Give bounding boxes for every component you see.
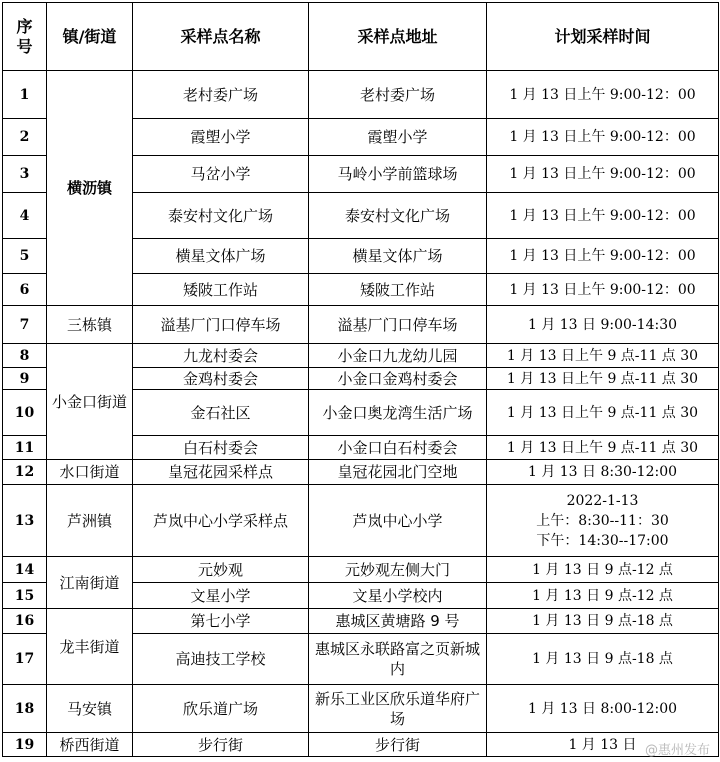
row-number: 11 (3, 436, 47, 460)
site-address: 马岭小学前篮球场 (309, 156, 487, 193)
table-row (3, 306, 719, 344)
table-row (3, 609, 719, 634)
site-address: 步行街 (309, 733, 487, 757)
table-row (3, 344, 719, 368)
sampling-time: 1 月 13 日上午 9:00-12：00 (487, 71, 719, 119)
site-address: 芦岚中心小学 (309, 485, 487, 557)
table-row (3, 71, 719, 119)
site-address: 小金口九龙幼儿园 (309, 344, 487, 368)
row-number: 18 (3, 685, 47, 733)
row-number: 10 (3, 390, 47, 436)
table-row (3, 733, 719, 757)
site-name: 步行街 (133, 733, 309, 757)
row-number: 17 (3, 634, 47, 685)
header-town: 镇/街道 (47, 3, 133, 71)
header-no: 序 号 (3, 3, 47, 71)
row-number: 7 (3, 306, 47, 344)
site-name: 高迪技工学校 (133, 634, 309, 685)
row-number: 4 (3, 193, 47, 239)
table-row (3, 460, 719, 485)
header-site-name: 采样点名称 (133, 3, 309, 71)
sampling-time: 1 月 13 日上午 9:00-12：00 (487, 193, 719, 239)
watermark: @惠州发布 (644, 743, 710, 758)
town-cell: 水口街道 (47, 460, 133, 485)
row-number: 15 (3, 583, 47, 609)
site-address: 皇冠花园北门空地 (309, 460, 487, 485)
site-address: 惠城区黄塘路 9 号 (309, 609, 487, 634)
site-name: 矮陂工作站 (133, 274, 309, 306)
site-name: 文星小学 (133, 583, 309, 609)
row-number: 3 (3, 156, 47, 193)
sampling-time: 1 月 13 日 9 点-18 点 (487, 634, 719, 685)
site-name: 第七小学 (133, 609, 309, 634)
row-number: 9 (3, 368, 47, 390)
row-number: 14 (3, 557, 47, 583)
sampling-time: 1 月 13 日 8:00-12:00 (487, 685, 719, 733)
sampling-schedule-table (2, 2, 719, 757)
sampling-time: 2022-1-13 上午：8:30--11：30 下午：14:30--17:00 (487, 485, 719, 557)
site-address: 老村委广场 (309, 71, 487, 119)
site-address: 霞塱小学 (309, 119, 487, 156)
sampling-time: 1 月 13 日上午 9 点-11 点 30 (487, 436, 719, 460)
site-name: 九龙村委会 (133, 344, 309, 368)
header-row (3, 3, 719, 71)
site-name: 溢基厂门口停车场 (133, 306, 309, 344)
town-cell: 龙丰街道 (47, 609, 133, 685)
site-name: 金鸡村委会 (133, 368, 309, 390)
sampling-time: 1 月 13 日上午 9:00-12：00 (487, 239, 719, 274)
sampling-time: 1 月 13 日上午 9:00-12：00 (487, 119, 719, 156)
site-address: 矮陂工作站 (309, 274, 487, 306)
site-address: 小金口奥龙湾生活广场 (309, 390, 487, 436)
sampling-time: 1 月 13 日 9 点-12 点 (487, 557, 719, 583)
header-time: 计划采样时间 (487, 3, 719, 71)
town-cell: 马安镇 (47, 685, 133, 733)
site-address: 横星文体广场 (309, 239, 487, 274)
row-number: 2 (3, 119, 47, 156)
town-cell: 桥西街道 (47, 733, 133, 757)
site-name: 欣乐道广场 (133, 685, 309, 733)
site-address: 泰安村文化广场 (309, 193, 487, 239)
site-name: 元妙观 (133, 557, 309, 583)
row-number: 12 (3, 460, 47, 485)
sampling-time: 1 月 13 日 9 点-18 点 (487, 609, 719, 634)
sampling-time: 1 月 13 日 (487, 733, 719, 757)
site-name: 霞塱小学 (133, 119, 309, 156)
table-row (3, 485, 719, 557)
row-number: 1 (3, 71, 47, 119)
site-name: 皇冠花园采样点 (133, 460, 309, 485)
site-address: 惠城区永联路富之页新城内 (309, 634, 487, 685)
site-address: 新乐工业区欣乐道华府广场 (309, 685, 487, 733)
town-cell: 小金口街道 (47, 344, 133, 460)
sampling-time: 1 月 13 日 9 点-12 点 (487, 583, 719, 609)
site-address: 元妙观左侧大门 (309, 557, 487, 583)
site-address: 文星小学校内 (309, 583, 487, 609)
row-number: 5 (3, 239, 47, 274)
town-cell: 江南街道 (47, 557, 133, 609)
table-row (3, 685, 719, 733)
header-site-addr: 采样点地址 (309, 3, 487, 71)
row-number: 8 (3, 344, 47, 368)
row-number: 16 (3, 609, 47, 634)
table-row (3, 557, 719, 583)
town-cell: 三栋镇 (47, 306, 133, 344)
site-address: 小金口白石村委会 (309, 436, 487, 460)
sampling-time: 1 月 13 日上午 9 点-11 点 30 (487, 344, 719, 368)
site-name: 老村委广场 (133, 71, 309, 119)
town-cell: 芦洲镇 (47, 485, 133, 557)
row-number: 13 (3, 485, 47, 557)
town-cell: 横沥镇 (47, 71, 133, 306)
sampling-time: 1 月 13 日 9:00-14:30 (487, 306, 719, 344)
sampling-time: 1 月 13 日上午 9:00-12：00 (487, 156, 719, 193)
site-name: 金石社区 (133, 390, 309, 436)
sampling-time: 1 月 13 日上午 9:00-12：00 (487, 274, 719, 306)
site-name: 芦岚中心小学采样点 (133, 485, 309, 557)
site-address: 小金口金鸡村委会 (309, 368, 487, 390)
site-name: 马岔小学 (133, 156, 309, 193)
site-name: 泰安村文化广场 (133, 193, 309, 239)
sampling-time: 1 月 13 日 8:30-12:00 (487, 460, 719, 485)
row-number: 6 (3, 274, 47, 306)
site-name: 横星文体广场 (133, 239, 309, 274)
sampling-time: 1 月 13 日上午 9 点-11 点 30 (487, 390, 719, 436)
site-name: 白石村委会 (133, 436, 309, 460)
row-number: 19 (3, 733, 47, 757)
site-address: 溢基厂门口停车场 (309, 306, 487, 344)
sampling-time: 1 月 13 日上午 9 点-11 点 30 (487, 368, 719, 390)
